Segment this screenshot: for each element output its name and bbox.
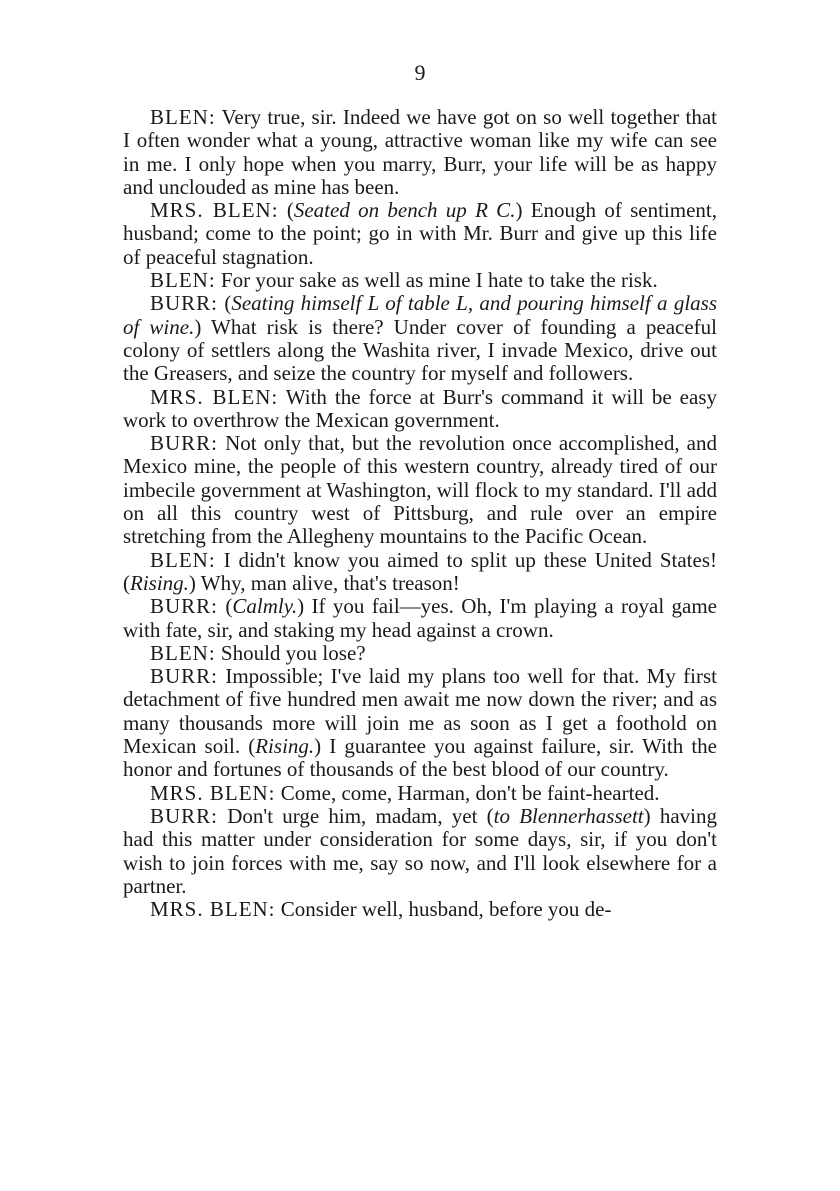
dialogue-text: I didn't know you aimed to split up these United States! ( [123,547,717,595]
dialogue-paragraph [123,269,717,292]
dialogue-paragraph [123,805,717,898]
speaker-name: BLEN: [150,547,216,572]
dialogue-text: ) I guarantee you against failure, sir. With the honor and fortunes of thousands of the best blood of our country. [123,734,717,782]
dialogue-text: ) Why, man alive, that's treason! [188,570,460,595]
dialogue-text: ( [278,198,294,223]
speaker-name: BLEN: [150,268,216,293]
stage-direction: Seated on bench up R C. [293,198,516,223]
stage-direction: Rising. [130,570,189,595]
dialogue-text: Not only that, but the revolution once accomplished, and Mexico mine, the people of this western country, already tired of our imbecile government at Washington, will flock to my standard. I'll add on all this country west of Pittsburg, and rule over an empire stretching from the Allegheny mountains to the Pacific Ocean. [123,431,717,549]
dialogue-paragraph [123,642,717,665]
dialogue-text: ( [218,594,233,619]
dialogue-text: Should you lose? [215,640,366,665]
dialogue-text: Impossible; I've laid my plans too well for that. My first detachment of five hundred men await me now down the river; and as many thousands more will join me as soon as I get a foothold on Mexican soil. ( [123,664,717,759]
dialogue-text: Consider well, husband, before you de- [275,897,612,922]
dialogue-paragraph [123,386,717,433]
dialogue-paragraph [123,549,717,596]
speaker-name: BURR: [150,431,219,456]
dialogue-text: Come, come, Harman, don't be faint-hearted. [275,780,660,805]
dialogue-paragraph [123,595,717,642]
stage-direction: Rising. [255,734,315,759]
dialogue-text: Don't urge him, madam, yet ( [218,803,494,828]
stage-direction: to Blennerhassett [493,803,644,828]
stage-direction: Calmly. [232,594,298,619]
dialogue-text: ( [218,291,232,316]
dialogue-text: ) What risk is there? Under cover of founding a peaceful colony of settlers along the Washita river, I invade Mexico, drive out the Greasers, and seize the country for myself and followers. [123,314,717,386]
dialogue-text: ) If you fail—yes. Oh, I'm playing a royal game with fate, sir, and staking my head against a crown. [123,594,718,642]
speaker-name: MRS. BLEN: [150,384,279,409]
speaker-name: BLEN: [150,105,216,129]
play-text-body [123,106,717,921]
speaker-name: BLEN: [150,640,216,665]
dialogue-text: ) having had this matter under consideration for some days, sir, if you don't wish to join forces with me, say so now, and I'll look elsewhere for a partner. [123,803,717,898]
dialogue-paragraph [123,292,717,385]
dialogue-text: Very true, sir. Indeed we have got on so well together that I often wonder what a young, attractive woman like my wife can see in me. I only hope when you marry, Burr, your life will be as happy and unclouded as mine has been. [123,105,717,199]
speaker-name: MRS. BLEN: [150,897,276,922]
speaker-name: BURR: [150,803,219,828]
speaker-name: BURR: [150,594,219,619]
dialogue-text: ) Enough of sentiment, husband; come to the point; go in with Mr. Burr and give up this life of peaceful stagnation. [123,198,718,269]
dialogue-text: With the force at Burr's command it will be easy work to overthrow the Mexican government. [123,384,717,432]
stage-direction: Seating himself L of table L, and pouring himself a glass of wine. [123,291,717,339]
dialogue-paragraph [123,782,717,805]
dialogue-paragraph [123,432,717,548]
speaker-name: BURR: [150,291,219,316]
dialogue-paragraph [123,106,717,199]
dialogue-paragraph [123,199,717,269]
dialogue-paragraph [123,898,717,921]
dialogue-paragraph [123,665,717,781]
page-number: 9 [414,60,426,85]
speaker-name: MRS. BLEN: [150,198,279,223]
speaker-name: MRS. BLEN: [150,780,276,805]
speaker-name: BURR: [150,664,219,689]
dialogue-text: For your sake as well as mine I hate to take the risk. [215,268,658,293]
